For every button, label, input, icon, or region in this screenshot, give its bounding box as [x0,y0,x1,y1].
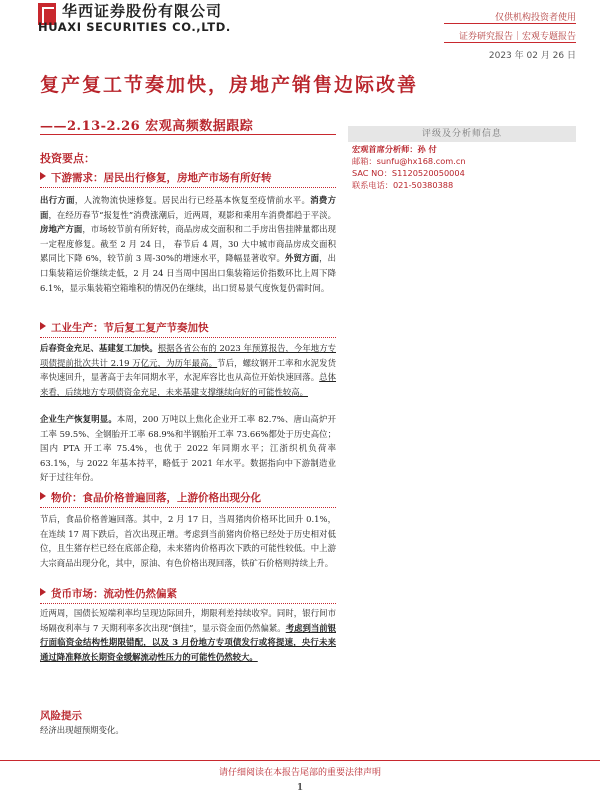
analyst-info-box [352,143,574,191]
section-paragraph-prices: 节后，食品价格普遍回落。其中，2 月 17 日，当周猪肉价格环比回升 0.1%，在连续 17 周下跌后，首次出现正增。考虑到当前猪肉价格已经处于历史相对低位，且生猪存栏已经在底部企稳，未来猪肉价格再次下跌的可能性较低。中上游大宗商品出现分化，其中，原油、有色价格出现回落，铁矿石价格则持续上升。 [40,514,336,568]
report-subtitle: ——2.13-2.26 宏观高频数据跟踪 [40,119,254,134]
section-rule [40,337,336,338]
risk-heading: 风险提示 [40,710,82,722]
subtitle-rule [40,134,336,135]
report-type: 证券研究报告｜宏观专题报告 [458,32,576,42]
section-rule [40,507,336,508]
analyst-info-heading: 评级及分析师信息 [348,126,576,142]
analyst-phone: 联系电话：021-50380388 [352,180,454,190]
arrow-icon [40,172,46,180]
header-divider [444,42,576,43]
page-number: 1 [296,783,304,793]
arrow-icon [40,588,46,596]
analyst-sac: SAC NO：S1120520050004 [352,168,465,178]
section-paragraph-infrastructure: 后春资金充足、基建复工加快。根据各省公布的 2023 年预算报告，今年地方专项债提前批次共计 2.19 万亿元，为历年最高。节后，螺纹钢开工率和水泥发货率快速回升，显著高于去年同期水平，水泥库容比也从高位开始快速回落。总体来看，后续地方专项债资金充足，未来基建支撑继续向好的可能性较高。 [40,343,337,397]
section-paragraph-money-market: 近两周，国债长短端利率均呈现边际回升，期限利差持续收窄。同时，银行间市场隔夜利率与 7 天期利率多次出现“倒挂”，显示资金面仍然偏紧。考虑到当前银行面临资金结构性期限错配，以及 3 月份地方专项债发行或将提速，央行未来通过降准释放长期资金缓解流动性压力的可能性仍然较大。 [40,608,337,662]
section-title-money-market: 货币市场：流动性仍然偏紧 [40,586,177,601]
analyst-email: 邮箱：sunfu@hx168.com.cn [352,156,466,166]
section-title-prices: 物价：食品价格普遍回落，上游价格出现分化 [40,490,261,505]
legal-notice: 请仔细阅读在本报告尾部的重要法律声明 [218,768,381,778]
company-name-en: HUAXI SECURITIES CO.,LTD. [38,20,231,34]
analyst-name: 宏观首席分析师：孙 付 [352,144,437,154]
footer-rule [0,760,600,761]
section-title-demand: 下游需求：居民出行修复，房地产市场有所好转 [40,170,272,185]
section-paragraph-production: 企业生产恢复明显。本周，200 万吨以上焦化企业开工率 82.7%、唐山高炉开工率 59.5%、全钢胎开工率 68.9%和半钢胎开工率 73.66%都处于历史高位；国内 PTA 开工率 75.4%，也优于 2022 年同期水平；江浙织机负荷率 63.1%，与 2022 年基本持平，略低于 2021 年水平。数据指向中下游制造业好于过往年份。 [40,414,336,483]
arrow-icon [40,492,46,500]
header-divider [444,23,576,24]
audience-note: 仅供机构投资者使用 [494,13,576,23]
risk-text: 经济出现超预期变化。 [40,725,124,735]
section-rule [40,187,336,188]
key-points-heading: 投资要点： [40,152,95,165]
report-date: 2023 年 02 月 26 日 [488,51,576,61]
section-title-industry: 工业生产：节后复工复产节奏加快 [40,320,209,335]
arrow-icon [40,322,46,330]
section-rule [40,603,336,604]
report-title: 复产复工节奏加快，房地产销售边际改善 [40,74,419,96]
section-paragraph-demand: 出行方面，人流物流快速修复。居民出行已经基本恢复至疫情前水平。消费方面，在经历春节“报复性”消费涨潮后，近两周，观影和乘用车消费都趋于平淡。房地产方面，市场较节前有所好转，商品房成交面积和二手房出售挂牌量都出现一定程度修复。截至 2 月 24 日， 春节后 4 周，30 大中城市商品房成交面积累同比下降 6%，较节前 3 周-30%的增速水平，降幅显著收窄。外贸方面，出口集装箱运价继续走低，2 月 24 日当周中国出口集装箱运价指数环比上周下降 6.1%，显示集装箱空箱堆积的情况仍在继续，出口贸易景气度恢复仍需时间。 [40,195,337,293]
company-name-cn: 华西证券股份有限公司 [62,2,223,20]
